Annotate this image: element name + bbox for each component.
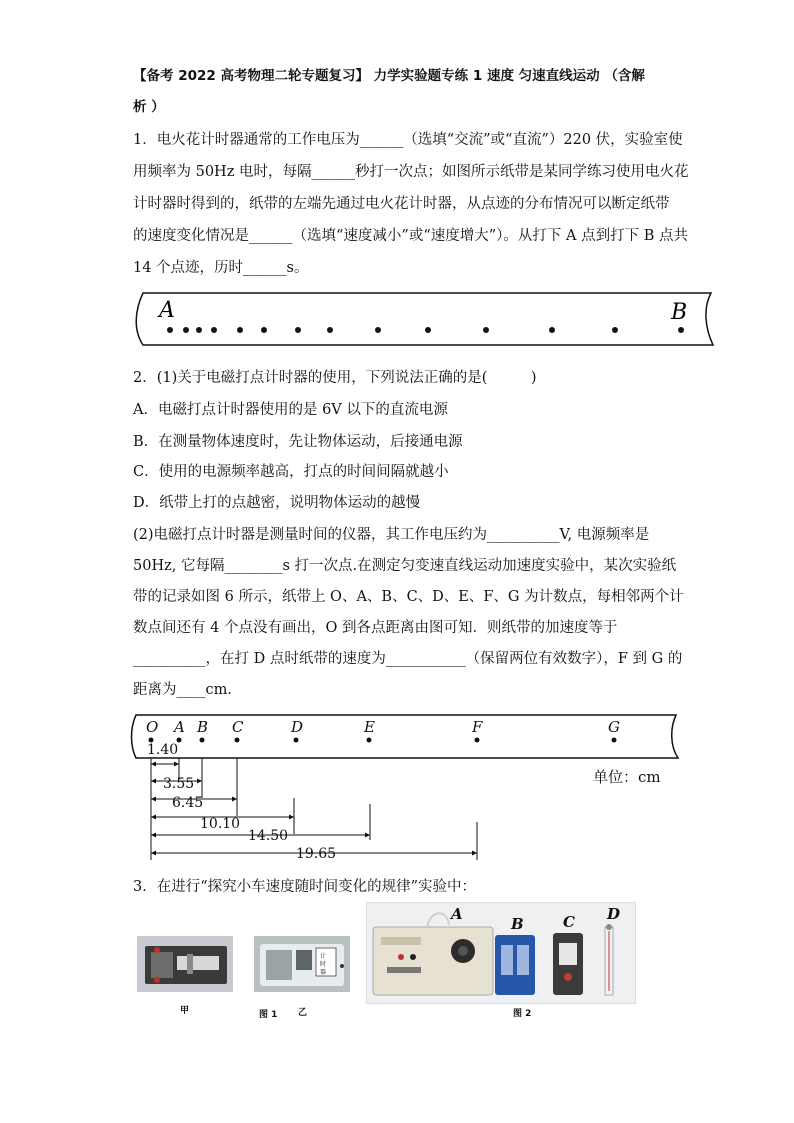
tape-dot	[327, 327, 333, 333]
svg-text:器: 器	[320, 969, 327, 976]
tape-dot	[295, 327, 301, 333]
q1-line-4: 的速度变化情况是______（选填“速度减小”或“速度增大”）。从打下 A 点到打下 B 点共	[133, 228, 688, 244]
distance-oc: 6.45	[172, 795, 204, 811]
tape-dot	[549, 327, 555, 333]
point-label-e: E	[364, 718, 375, 736]
document-title-line-2: 析 ）	[133, 99, 165, 115]
q1-line-3: 计时器时得到的，纸带的左端先通过电火花计时器，从点迹的分布情况可以断定纸带	[133, 196, 670, 212]
distance-oa: 1.40	[147, 742, 179, 758]
count-point-c	[235, 738, 240, 743]
figure-2-photo	[366, 902, 636, 1004]
caption-fig2: 图 2	[513, 1009, 532, 1019]
tape-dot	[196, 327, 202, 333]
document-title-line-1: 【备考 2022 高考物理二轮专题复习】 力学实验题专练 1 速度 匀速直线运动 （含解	[133, 68, 645, 84]
distance-ob: 3.55	[163, 776, 195, 792]
q2-option-a: A．电磁打点计时器使用的是 6V 以下的直流电源	[133, 402, 448, 418]
q2-part2-line-4: 数点间还有 4 个点没有画出，O 到各点距离由图可知．则纸带的加速度等于	[133, 620, 618, 636]
q1-line-2: 用频率为 50Hz 电时，每隔______秒打一次点；如图所示纸带是某同学练习使用电火花	[133, 164, 689, 180]
unit-label: 单位：cm	[593, 768, 661, 786]
q2-part2-line-1: (2)电磁打点计时器是测量时间的仪器，其工作电压约为__________V, 电源频率是	[133, 527, 650, 543]
count-point-g	[612, 738, 617, 743]
tape-dot	[483, 327, 489, 333]
tape-dot	[167, 327, 173, 333]
q1-paper-tape-figure	[133, 290, 717, 348]
q1-line-1: 1．电火花计时器通常的工作电压为______（选填“交流”或“直流”）220 伏，实验室使	[133, 132, 683, 148]
tape-dot	[425, 327, 431, 333]
q2-part2-line-6: 距离为____cm．	[133, 682, 242, 698]
tape-dot	[237, 327, 243, 333]
point-label-b: B	[197, 718, 209, 736]
q1-label-a: A	[159, 298, 175, 323]
q2-option-d: D．纸带上打的点越密，说明物体运动的越慢	[133, 495, 421, 511]
point-label-o: O	[146, 718, 159, 736]
tape-dot	[375, 327, 381, 333]
caption-fig1: 图 1	[259, 1010, 278, 1020]
device-label-a: A	[451, 905, 463, 923]
tape-dot	[678, 327, 684, 333]
point-label-g: G	[608, 718, 620, 736]
point-label-f: F	[472, 718, 483, 736]
point-label-c: C	[232, 718, 244, 736]
point-label-a: A	[174, 718, 185, 736]
count-point-e	[367, 738, 372, 743]
q1-line-5: 14 个点迹，历时______s。	[133, 260, 309, 276]
tape-dot	[612, 327, 618, 333]
q2-part2-line-2: 50Hz, 它每隔________s 打一次点.在测定匀变速直线运动加速度实验中，某次实验纸	[133, 558, 677, 574]
timer-yi-photo	[254, 936, 350, 992]
q2-part2-line-5: __________，在打 D 点时纸带的速度为___________（保留两位有效数字），F 到 G 的	[133, 651, 683, 667]
device-label-b: B	[511, 915, 524, 933]
q2-option-b: B．在测量物体速度时，先让物体运动，后接通电源	[133, 434, 463, 450]
device-label-c: C	[563, 913, 575, 931]
tape-dot	[211, 327, 217, 333]
distance-oe: 14.50	[248, 828, 289, 844]
timer-jia-photo	[137, 936, 233, 992]
svg-text:计: 计	[320, 953, 327, 960]
count-point-b	[200, 738, 205, 743]
device-label-d: D	[607, 905, 621, 923]
q2-part1: 2．(1)关于电磁打点计时器的使用，下列说法正确的是( )	[133, 370, 537, 386]
caption-yi: 乙	[298, 1008, 308, 1018]
distance-od: 10.10	[200, 816, 241, 832]
count-point-d	[294, 738, 299, 743]
q2-tape-measurement-figure	[130, 712, 690, 864]
caption-jia: 甲	[180, 1006, 190, 1016]
q2-option-c: C．使用的电源频率越高，打点的时间间隔就越小	[133, 464, 449, 480]
tape-dot	[183, 327, 189, 333]
svg-text:时: 时	[320, 961, 327, 968]
count-point-f	[475, 738, 480, 743]
q2-part2-line-3: 带的记录如图 6 所示，纸带上 O、A、B、C、D、E、F、G 为计数点，每相邻两个计	[133, 589, 684, 605]
tape-dot	[261, 327, 267, 333]
q3-text: 3．在进行“探究小车速度随时间变化的规律”实验中：	[133, 879, 477, 895]
q1-label-b: B	[671, 300, 688, 325]
point-label-d: D	[291, 718, 304, 736]
q1-tape-dots	[167, 327, 684, 333]
q2-count-points	[149, 738, 617, 743]
distance-of: 19.65	[296, 846, 337, 862]
